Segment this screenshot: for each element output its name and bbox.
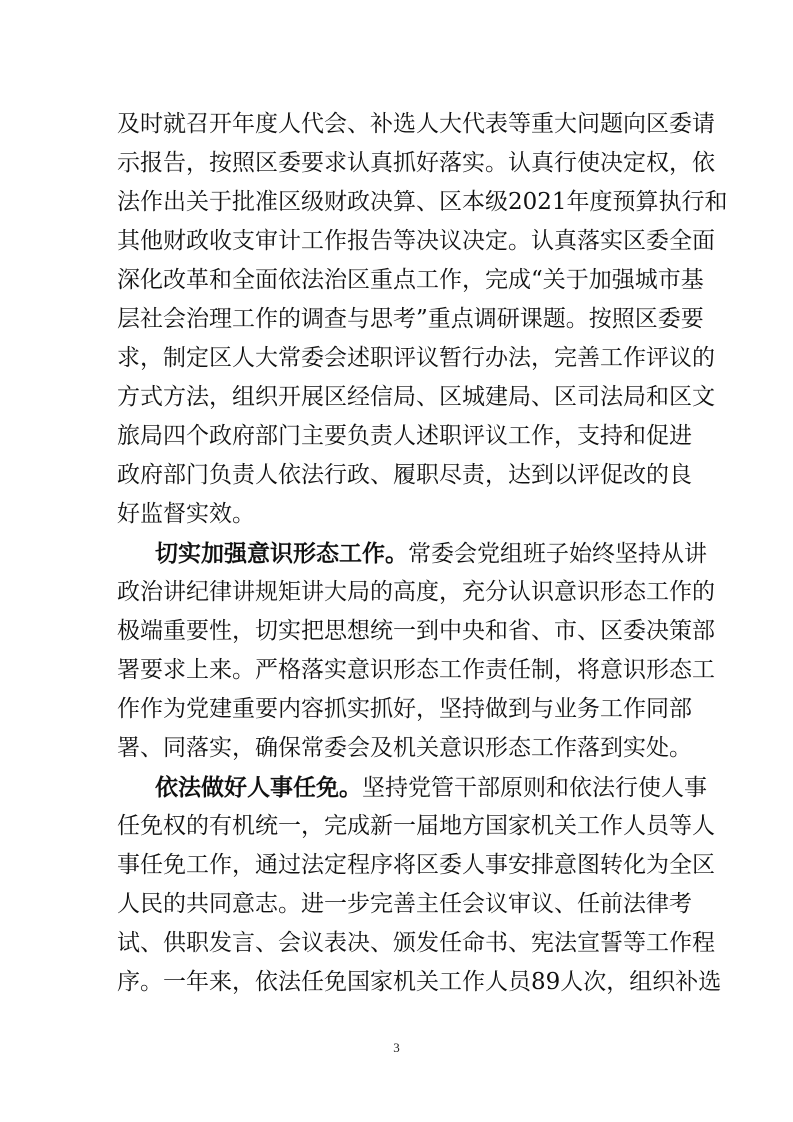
- text-line: 署、同落实，确保常委会及机关意识形态工作落到实处。: [117, 735, 692, 761]
- paragraph-heading: 依法做好人事任免。: [155, 774, 362, 801]
- page-number: 3: [393, 1040, 400, 1055]
- text-line: 事任免工作，通过法定程序将区委人事安排意图转化为全区: [117, 852, 715, 878]
- text-line: 旅局四个政府部门主要负责人述职评议工作，支持和促进: [117, 423, 692, 449]
- text-line: 试、供职发言、会议表决、颁发任命书、宪法宣誓等工作程: [117, 930, 715, 956]
- text-line: 人民的共同意志。进一步完善主任会议审议、任前法律考: [117, 891, 692, 917]
- text-line: 署要求上来。严格落实意识形态工作责任制，将意识形态工: [117, 657, 715, 683]
- paragraph-heading: 切实加强意识形态工作。: [155, 540, 408, 567]
- text-line: 其他财政收支审计工作报告等决议决定。认真落实区委全面: [117, 228, 715, 254]
- text-line: 层社会治理工作的调查与思考”重点调研课题。按照区委要: [117, 306, 704, 332]
- text-line: 极端重要性，切实把思想统一到中央和省、市、区委决策部: [117, 618, 715, 644]
- text-line: 方式方法，组织开展区经信局、区城建局、区司法局和区文: [117, 384, 715, 410]
- text-run: 坚持党管干部原则和依法行使人事: [362, 775, 707, 801]
- text-line: 示报告，按照区委要求认真抓好落实。认真行使决定权，依: [117, 150, 715, 176]
- paragraph-first-line: [155, 767, 707, 808]
- text-line: 任免权的有机统一，完成新一届地方国家机关工作人员等人: [117, 813, 715, 839]
- paragraph-first-line: [155, 533, 707, 574]
- text-line: 好监督实效。: [117, 501, 255, 527]
- text-line: 及时就召开年度人代会、补选人大代表等重大问题向区委请: [117, 111, 715, 137]
- text-line: 序。一年来，依法任免国家机关工作人员89人次，组织补选: [117, 969, 722, 995]
- text-line: 政治讲纪律讲规矩讲大局的高度，充分认识意识形态工作的: [117, 579, 715, 605]
- text-run: 常委会党组班子始终坚持从讲: [408, 541, 707, 567]
- text-line: 作作为党建重要内容抓实抓好，坚持做到与业务工作同部: [117, 696, 692, 722]
- text-line: 求，制定区人大常委会述职评议暂行办法，完善工作评议的: [117, 345, 715, 371]
- text-line: 政府部门负责人依法行政、履职尽责，达到以评促改的良: [117, 462, 692, 488]
- text-line: 深化改革和全面依法治区重点工作，完成“关于加强城市基: [117, 267, 704, 293]
- text-line: 法作出关于批准区级财政决算、区本级2021年度预算执行和: [117, 189, 728, 215]
